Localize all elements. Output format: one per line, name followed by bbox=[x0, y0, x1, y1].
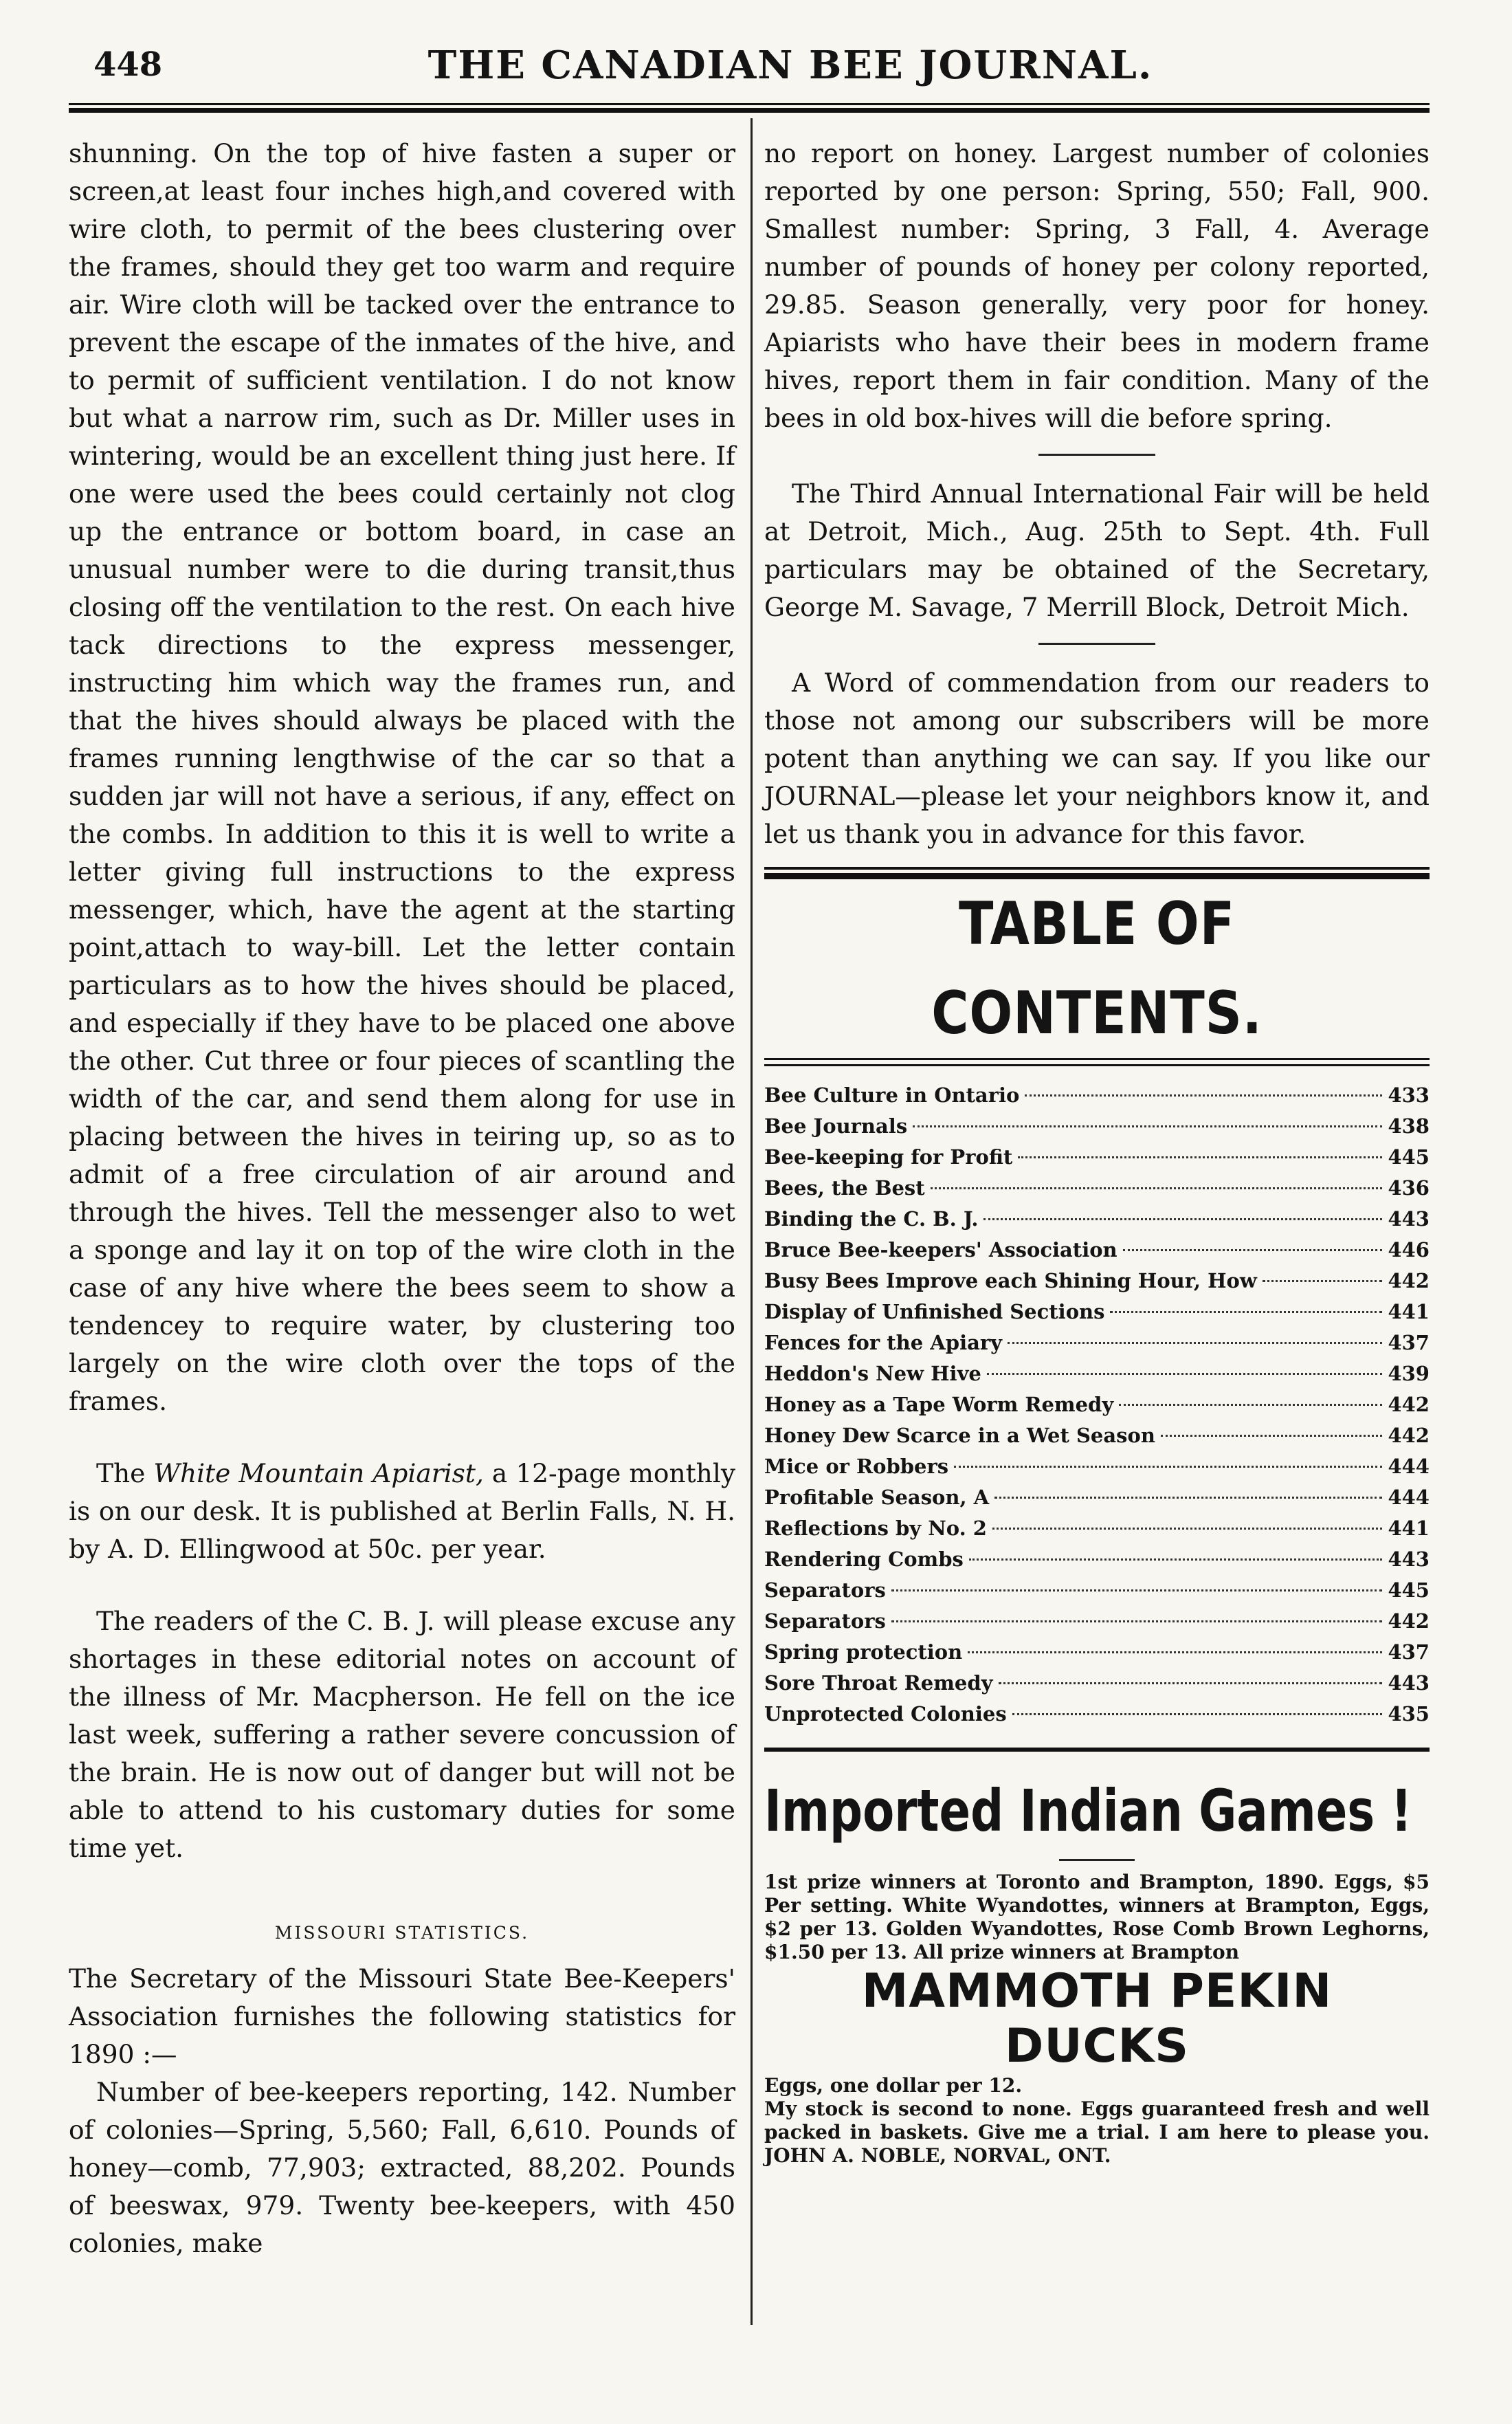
toc-entry bbox=[764, 1668, 1430, 1699]
toc-leader-dots bbox=[1119, 1404, 1382, 1406]
short-divider bbox=[1038, 454, 1155, 456]
toc-entry-page: 439 bbox=[1388, 1362, 1430, 1385]
toc-entry-label: Spring protection bbox=[764, 1640, 963, 1664]
toc-entry bbox=[764, 1080, 1430, 1111]
right-column bbox=[764, 135, 1430, 2168]
toc-entry-label: Reflections by No. 2 bbox=[764, 1517, 987, 1540]
toc-entry-label: Mice or Robbers bbox=[764, 1455, 949, 1478]
toc-entry-page: 442 bbox=[1388, 1609, 1430, 1633]
toc-entry-page: 441 bbox=[1388, 1517, 1430, 1540]
page-header bbox=[69, 40, 1430, 102]
toc-entry bbox=[764, 1389, 1430, 1420]
left-column bbox=[69, 135, 735, 2262]
short-divider bbox=[1038, 643, 1155, 645]
toc-leader-dots bbox=[1025, 1094, 1382, 1097]
toc-leader-dots bbox=[999, 1682, 1383, 1684]
toc-entry-page: 444 bbox=[1388, 1455, 1430, 1478]
toc-entry-page: 442 bbox=[1388, 1424, 1430, 1447]
ad-closing: My stock is second to none. Eggs guaranteed fresh and well packed in baskets. Give me a trial. I am here to please you. JOHN A. NOBLE, NORVAL, ONT. bbox=[764, 2097, 1430, 2167]
toc-entry bbox=[764, 1637, 1430, 1668]
toc-entry-page: 438 bbox=[1388, 1114, 1430, 1138]
toc-entry bbox=[764, 1266, 1430, 1297]
toc-entry-label: Display of Unfinished Sections bbox=[764, 1300, 1105, 1323]
toc-entry bbox=[764, 1297, 1430, 1327]
toc-leader-dots bbox=[987, 1373, 1383, 1375]
toc-entry-page: 443 bbox=[1388, 1671, 1430, 1695]
toc-leader-dots bbox=[968, 1651, 1382, 1653]
toc-entry-label: Binding the C. B. J. bbox=[764, 1207, 979, 1231]
ad-title: Imported Indian Games ! bbox=[764, 1777, 1412, 1844]
missouri-stats-paragraph: Number of bee-keepers reporting, 142. Number of colonies—Spring, 5,560; Fall, 6,610. Pounds of honey—comb, 77,903; extracted, 88,202. Pounds of beeswax, 979. Twenty bee-keepers, with 450 colonies, make bbox=[69, 2077, 735, 2258]
toc-title-rule bbox=[764, 1058, 1430, 1066]
white-mountain-pre: The bbox=[96, 1458, 154, 1488]
toc-bottom-rule bbox=[764, 1748, 1430, 1754]
journal-title: THE CANADIAN BEE JOURNAL. bbox=[427, 43, 1153, 88]
toc-entry-label: Bee Culture in Ontario bbox=[764, 1083, 1020, 1107]
commendation-paragraph: A Word of commendation from our readers to those not among our subscribers will be more potent than anything we can say. If you like our JOURNAL—please let your neighbors know it, and let us thank you in advance for this favor. bbox=[764, 668, 1430, 849]
toc-title: TABLE OF CONTENTS. bbox=[931, 890, 1263, 1048]
missouri-continued-paragraph: no report on honey. Largest number of colonies reported by one person: Spring, 550; Fall, 900. Smallest number: Spring, 3 Fall, 4. Average number of pounds of honey per colony reported, 29.85. Season generally, very poor for honey. Apiarists who have their bees in modern frame hives, report them in fair condition. Many of the bees in old box-hives will die before spring. bbox=[764, 138, 1430, 433]
shipping-bees-paragraph: shunning. On the top of hive fasten a super or screen,at least four inches high,and covered with wire cloth, to permit of the bees clustering over the frames, should they get too warm and require air. Wire cloth will be tacked over the entrance to prevent the escape of the inmates of the hive, and to permit of sufficient ventilation. I do not know but what a narrow rim, such as Dr. Miller uses in wintering, would be an excellent thing just here. If one were used the bees could certainly not clog up the entrance or bottom board, in case an unusual number were to die during transit,thus closing off the ventilation to the rest. On each hive tack directions to the express messenger, instructing him which way the frames run, and that the hives should always be placed with the frames running lengthwise of the car so that a sudden jar will not have a serious, if any, effect on the combs. In addition to this it is well to write a letter giving full instructions to the express messenger, which, have the agent at the starting point,attach to way-bill. Let the letter contain particulars as to how the hives should be placed, and especially if they have to be placed one above the other. Cut three or four pieces of scantling the width of the car, and send them along for use in placing between the hives in teiring up, so as to admit of a free circulation of air around and through the hives. Tell the messenger also to wet a sponge and lay it on top of the wire cloth in the case of any hive where the bees seem to show a tendencey to require water, by clustering too largely on the wire cloth over the tops of the frames. bbox=[69, 138, 735, 1416]
toc-leader-dots bbox=[954, 1466, 1382, 1468]
toc-entry-page: 436 bbox=[1388, 1176, 1430, 1200]
toc-leader-dots bbox=[1263, 1280, 1383, 1282]
toc-entry bbox=[764, 1544, 1430, 1575]
toc-leader-dots bbox=[1123, 1249, 1383, 1251]
toc-leader-dots bbox=[891, 1589, 1383, 1591]
toc-leader-dots bbox=[1012, 1713, 1383, 1715]
toc-entry-label: Busy Bees Improve each Shining Hour, How bbox=[764, 1269, 1257, 1292]
toc-entry-page: 441 bbox=[1388, 1300, 1430, 1323]
toc-leader-dots bbox=[1008, 1342, 1382, 1344]
toc-top-rule bbox=[764, 867, 1430, 879]
toc-leader-dots bbox=[1018, 1156, 1382, 1158]
toc-leader-dots bbox=[1161, 1435, 1383, 1437]
toc-entry-page: 442 bbox=[1388, 1269, 1430, 1292]
toc-entry bbox=[764, 1420, 1430, 1451]
toc-leader-dots bbox=[913, 1125, 1382, 1127]
toc-entry bbox=[764, 1235, 1430, 1266]
toc-entry bbox=[764, 1451, 1430, 1482]
missouri-heading: MISSOURI STATISTICS. bbox=[274, 1923, 530, 1943]
ad-body: 1st prize winners at Toronto and Brampton, 1890. Eggs, $5 Per setting. White Wyandottes, winners at Brampton, Eggs, $2 per 13. Golden Wyandottes, Rose Comb Brown Leghorns, $1.50 per 13. All prize winners at Brampton bbox=[764, 1871, 1430, 1963]
toc-entry bbox=[764, 1358, 1430, 1389]
toc-entry-label: Bruce Bee-keepers' Association bbox=[764, 1238, 1118, 1261]
toc-leader-dots bbox=[891, 1620, 1383, 1622]
detroit-fair-paragraph: The Third Annual International Fair will be held at Detroit, Mich., Aug. 25th to Sept. 4th. Full particulars may be obtained of the Secretary, George M. Savage, 7 Merrill Block, Detroit Mich. bbox=[764, 478, 1430, 622]
toc-entry-label: Heddon's New Hive bbox=[764, 1362, 981, 1385]
toc-entry-page: 433 bbox=[1388, 1083, 1430, 1107]
ad-eggs-line: Eggs, one dollar per 12. bbox=[764, 2074, 1023, 2097]
toc-entry bbox=[764, 1699, 1430, 1730]
toc-entry bbox=[764, 1513, 1430, 1544]
toc-entry-label: Bees, the Best bbox=[764, 1176, 925, 1200]
toc-leader-dots bbox=[1110, 1311, 1382, 1313]
toc-entry-page: 443 bbox=[1388, 1547, 1430, 1571]
white-mountain-title: White Mountain Apiarist, bbox=[153, 1458, 484, 1488]
toc-entry bbox=[764, 1482, 1430, 1513]
toc-entry-page: 442 bbox=[1388, 1393, 1430, 1416]
toc-entry bbox=[764, 1173, 1430, 1204]
toc-entry-page: 443 bbox=[1388, 1207, 1430, 1231]
toc-leader-dots bbox=[969, 1558, 1383, 1561]
missouri-intro-paragraph: The Secretary of the Missouri State Bee-Keepers' Association furnishes the following statistics for 1890 :— bbox=[69, 1963, 735, 2069]
toc-leader-dots bbox=[992, 1528, 1383, 1530]
toc-entry-label: Honey as a Tape Worm Remedy bbox=[764, 1393, 1114, 1416]
editorial-notice-paragraph: The readers of the C. B. J. will please excuse any shortages in these editorial notes on account of the illness of Mr. Macpherson. He fell on the ice last week, suffering a rather severe concussion of the brain. He is now out of danger but will not be able to attend to his customary duties for some time yet. bbox=[69, 1606, 735, 1863]
toc-entry-label: Bee Journals bbox=[764, 1114, 908, 1138]
toc-entry-page: 446 bbox=[1388, 1238, 1430, 1261]
toc-entry bbox=[764, 1327, 1430, 1358]
toc-entry bbox=[764, 1204, 1430, 1235]
toc-entry-page: 444 bbox=[1388, 1486, 1430, 1509]
toc-leader-dots bbox=[931, 1187, 1383, 1189]
toc-entry-page: 437 bbox=[1388, 1331, 1430, 1354]
toc-entry-page: 445 bbox=[1388, 1145, 1430, 1169]
toc-leader-dots bbox=[994, 1497, 1382, 1499]
toc-entry bbox=[764, 1575, 1430, 1606]
white-mountain-post: a 12-page monthly is on our desk. It is published at Berlin Falls, N. H. by A. D. Ellingwood at 50c. per year. bbox=[69, 1458, 736, 1564]
toc-entry bbox=[764, 1606, 1430, 1637]
toc-entry-page: 445 bbox=[1388, 1578, 1430, 1602]
toc-entry-label: Profitable Season, A bbox=[764, 1486, 990, 1509]
toc-entry-label: Separators bbox=[764, 1578, 886, 1602]
ad-subtitle: MAMMOTH PEKIN DUCKS bbox=[861, 1964, 1333, 2073]
toc-entry-label: Rendering Combs bbox=[764, 1547, 964, 1571]
toc-list bbox=[764, 1080, 1430, 1730]
toc-leader-dots bbox=[983, 1218, 1382, 1220]
toc-entry-page: 437 bbox=[1388, 1640, 1430, 1664]
column-divider bbox=[751, 118, 753, 2325]
toc-entry-label: Fences for the Apiary bbox=[764, 1331, 1003, 1354]
toc-entry bbox=[764, 1142, 1430, 1173]
toc-entry-page: 435 bbox=[1388, 1702, 1430, 1726]
toc-entry-label: Unprotected Colonies bbox=[764, 1702, 1007, 1726]
white-mountain-paragraph bbox=[69, 1455, 735, 1568]
page-number: 448 bbox=[93, 45, 163, 84]
toc-entry bbox=[764, 1111, 1430, 1142]
header-rule bbox=[69, 103, 1430, 113]
toc-entry-label: Separators bbox=[764, 1609, 886, 1633]
toc-entry-label: Honey Dew Scarce in a Wet Season bbox=[764, 1424, 1155, 1447]
toc-entry-label: Bee-keeping for Profit bbox=[764, 1145, 1013, 1169]
ad-divider bbox=[1059, 1859, 1135, 1861]
toc-entry-label: Sore Throat Remedy bbox=[764, 1671, 993, 1695]
